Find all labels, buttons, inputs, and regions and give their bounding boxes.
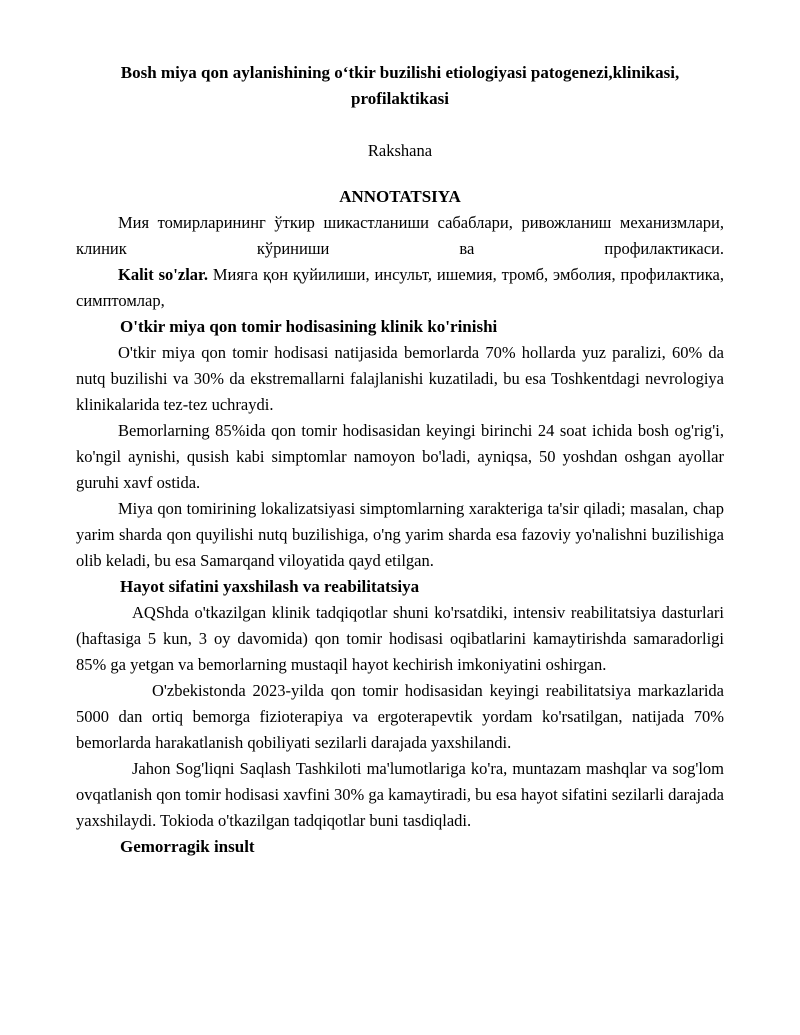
section-heading-hemorrhagic: Gemorragik insult — [120, 837, 255, 856]
keywords-label: Kalit so'zlar. — [118, 265, 208, 284]
body-paragraph-clinical-2: Bemorlarning 85%ida qon tomir hodisasidan keyingi birinchi 24 soat ichida bosh og'rig'i, ko'ngil aynishi, qusish kabi simptomlar namoyon bo'ladi, ayniqsa, 50 yoshdan oshgan ayollar guruhi xavf ostida. — [76, 421, 724, 492]
section-heading-clinical: O'tkir miya qon tomir hodisasining klinik ko'rinishi — [120, 317, 498, 336]
body-paragraph-rehab-1: AQShda o'tkazilgan klinik tadqiqotlar shuni ko'rsatdiki, intensiv reabilitatsiya dasturlari (haftasiga 5 kun, 3 oy davomida) qon tomir hodisasi oqibatlarini kamaytirishda samaradorligi 85% ga yetgan va bemorlarning mustaqil hayot kechirish imkoniyatini oshirgan. — [76, 603, 724, 674]
keywords-text: Мияга қон қуйилиши, инсульт, ишемия, тромб, эмболия, профилактика, симптомлар, — [76, 265, 724, 310]
section-heading-rehab: Hayot sifatini yaxshilash va reabilitatsiya — [120, 577, 420, 596]
author-name: Rakshana — [367, 141, 433, 160]
body-paragraph-rehab-2: O'zbekistonda 2023-yilda qon tomir hodisasidan keyingi reabilitatsiya markazlarida 5000 dan ortiq bemorga fizioterapiya va ergoterapevtik yordam ko'rsatilgan, natijada 70% bemorlarda harakatlanish qobiliyati sezilarli darajada yaxshilandi. — [76, 681, 724, 752]
annotation-heading: ANNOTATSIYA — [339, 187, 461, 206]
document-title: Bosh miya qon aylanishining o‘tkir buzilishi etiologiyasi patogenezi,klinikasi, profilaktikasi — [120, 63, 680, 108]
body-paragraph-clinical-1: O'tkir miya qon tomir hodisasi natijasida bemorlarda 70% hollarda yuz paralizi, 60% da nutq buzilishi va 30% da ekstremallarni falajlanishi kuzatiladi, bu esa Toshkentdagi nevrologiya klinikalarida tez-tez uchraydi. — [76, 343, 724, 414]
body-paragraph-clinical-3: Miya qon tomirining lokalizatsiyasi simptomlarning xarakteriga ta'sir qiladi; masalan, chap yarim sharda qon quyilishi nutq buzilishiga, o'ng yarim sharda esa fazoviy yo'nalishni buzilishiga olib keladi, bu esa Samarqand viloyatida qayd etilgan. — [76, 499, 724, 570]
body-paragraph-rehab-3: Jahon Sog'liqni Saqlash Tashkiloti ma'lumotlariga ko'ra, muntazam mashqlar va sog'lom ovqatlanish qon tomir hodisasi xavfini 30% ga kamaytiradi, bu esa hayot sifatini sezilarli darajada yaxshilaydi. Tokioda o'tkazilgan tadqiqotlar buni tasdiqladi. — [76, 759, 724, 830]
annotation-paragraph: Мия томирларининг ўткир шикастланиши сабаблари, ривожланиш механизмлари, клиник кўриниши ва профилактикаси. — [76, 213, 724, 258]
keywords-paragraph — [76, 262, 724, 314]
